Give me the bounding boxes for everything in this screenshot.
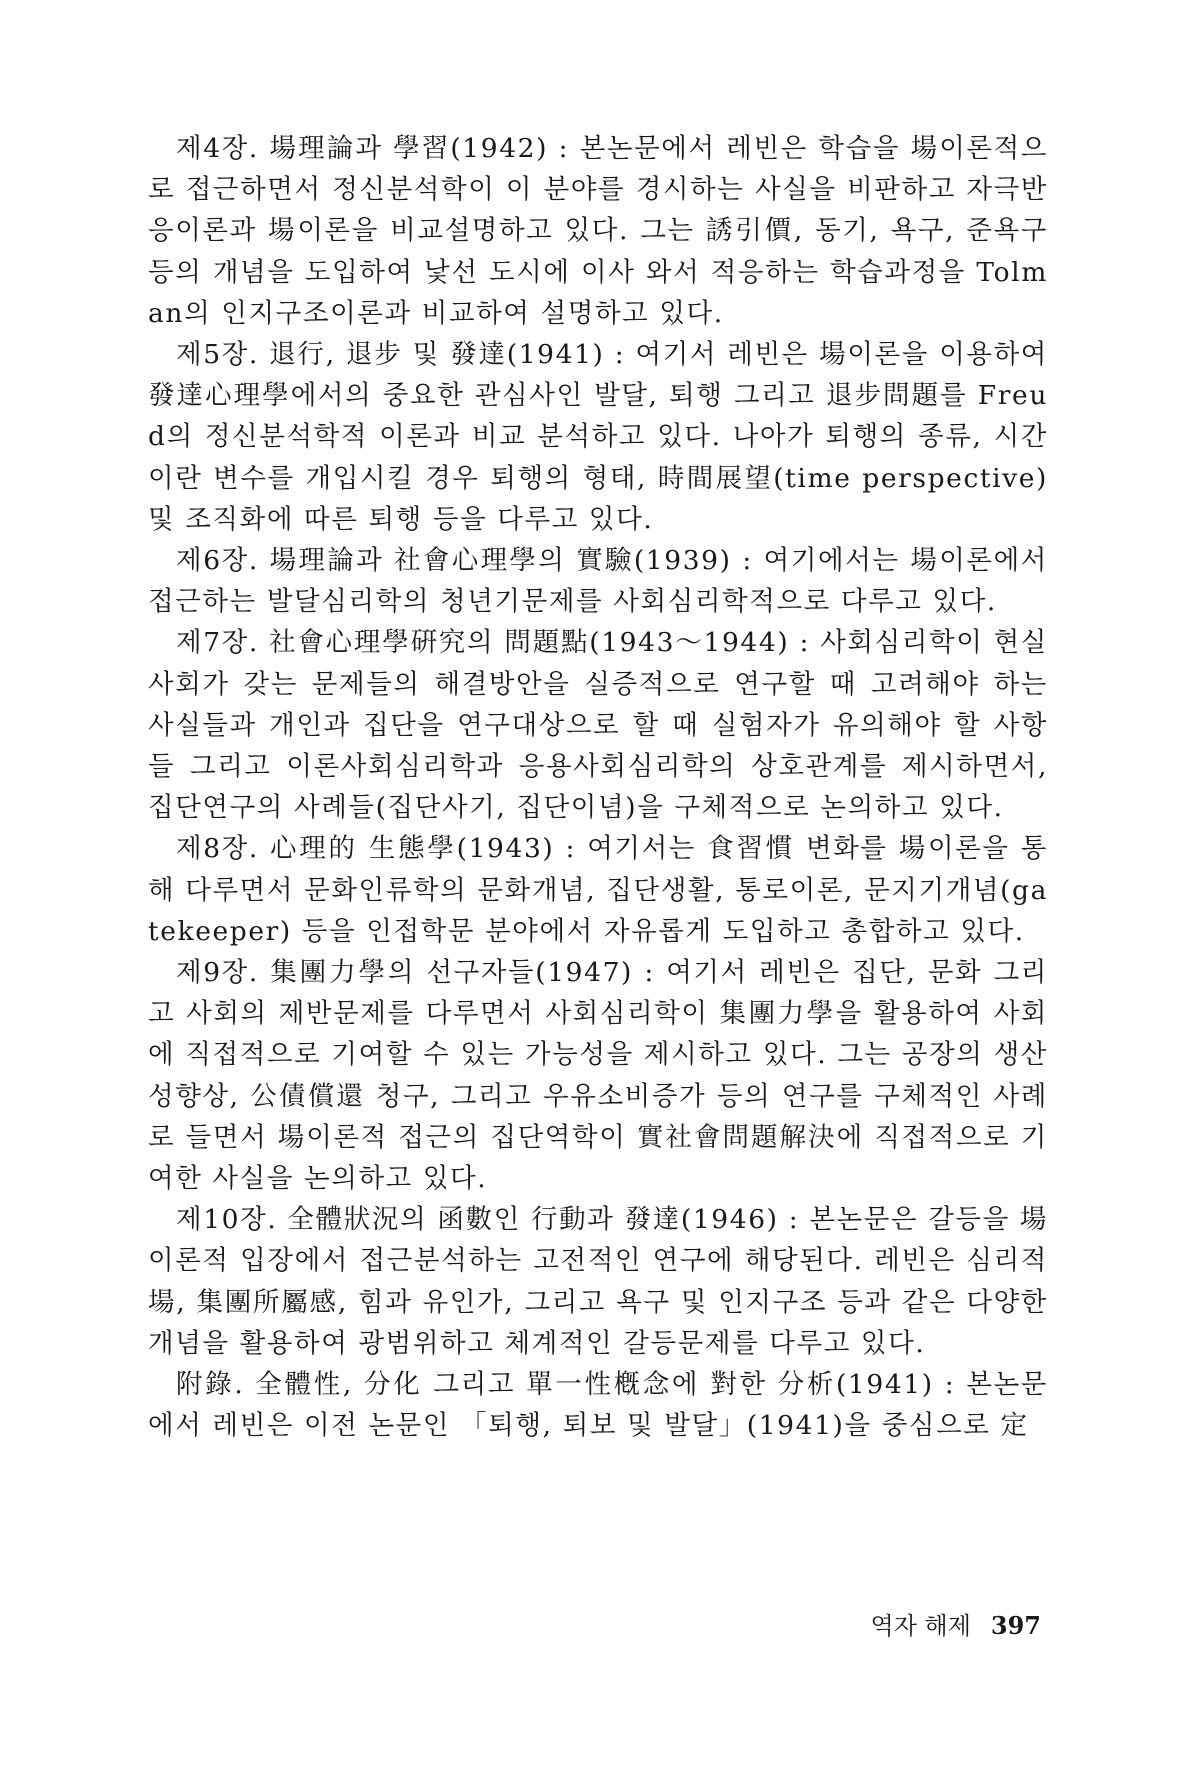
paragraph-chapter-8: 제8장. 心理的 生態學(1943) : 여기서는 食習慣 변화를 場이론을 통해 다루면서 문화인류학의 문화개념, 집단생활, 통로이론, 문지기개념(gatekeeper) 등을 인접학문 분야에서 자유롭게 도입하고 총합하고 있다. xyxy=(148,833,1048,947)
paragraph-chapter-10: 제10장. 全體狀況의 函數인 行動과 發達(1946) : 본논문은 갈등을 場이론적 입장에서 접근분석하는 고전적인 연구에 해당된다. 레빈은 심리적 場, 集團所屬感, 힘과 유인가, 그리고 욕구 및 인지구조 등과 같은 다양한 개념을 활용하여 광범위하고 체계적인 갈등문제를 다루고 있다. xyxy=(148,1204,1048,1359)
paragraph-chapter-6: 제6장. 場理論과 社會心理學의 實驗(1939) : 여기에서는 場이론에서 접근하는 발달심리학의 청년기문제를 사회심리학적으로 다루고 있다. xyxy=(148,545,1048,618)
paragraph-chapter-5: 제5장. 退行, 退步 및 發達(1941) : 여기서 레빈은 場이론을 이용하여 發達心理學에서의 중요한 관심사인 발달, 퇴행 그리고 退步問題를 Freud의 정신분석학적 이론과 비교 분석하고 있다. 나아가 퇴행의 종류, 시간이란 변수를 개입시킬 경우 퇴행의 형태, 時間展望(time perspective) 및 조직화에 따른 퇴행 등을 다루고 있다. xyxy=(148,339,1048,535)
document-body xyxy=(148,128,1048,1447)
page-number: 397 xyxy=(990,1611,1041,1640)
footer-section-label: 역자 해제 xyxy=(870,1612,971,1640)
page-footer xyxy=(871,1606,1041,1641)
paragraph-chapter-9: 제9장. 集團力學의 선구자들(1947) : 여기서 레빈은 집단, 문화 그리고 사회의 제반문제를 다루면서 사회심리학이 集團力學을 활용하여 사회에 직접적으로 기여할 수 있는 가능성을 제시하고 있다. 그는 공장의 생산성향상, 公債償還 청구, 그리고 우유소비증가 등의 연구를 구체적인 사례로 들면서 場이론적 접근의 집단역학이 實社會問題解決에 직접적으로 기여한 사실을 논의하고 있다. xyxy=(148,957,1048,1195)
paragraph-appendix: 附錄. 全體性, 分化 그리고 單一性槪念에 對한 分析(1941) : 본논문에서 레빈은 이전 논문인 「퇴행, 퇴보 및 발달」(1941)을 중심으로 定 xyxy=(148,1369,1048,1442)
paragraph-chapter-7: 제7장. 社會心理學硏究의 問題點(1943～1944) : 사회심리학이 현실사회가 갖는 문제들의 해결방안을 실증적으로 연구할 때 고려해야 하는 사실들과 개인과 집단을 연구대상으로 할 때 실험자가 유의해야 할 사항들 그리고 이론사회심리학과 응용사회심리학의 상호관계를 제시하면서, 집단연구의 사례들(집단사기, 집단이념)을 구체적으로 논의하고 있다. xyxy=(148,627,1048,824)
paragraph-chapter-4: 제4장. 場理論과 學習(1942) : 본논문에서 레빈은 학습을 場이론적으로 접근하면서 정신분석학이 이 분야를 경시하는 사실을 비판하고 자극반응이론과 場이론을 비교설명하고 있다. 그는 誘引價, 동기, 욕구, 준욕구 등의 개념을 도입하여 낯선 도시에 이사 와서 적응하는 학습과정을 Tolman의 인지구조이론과 비교하여 설명하고 있다. xyxy=(148,133,1048,329)
